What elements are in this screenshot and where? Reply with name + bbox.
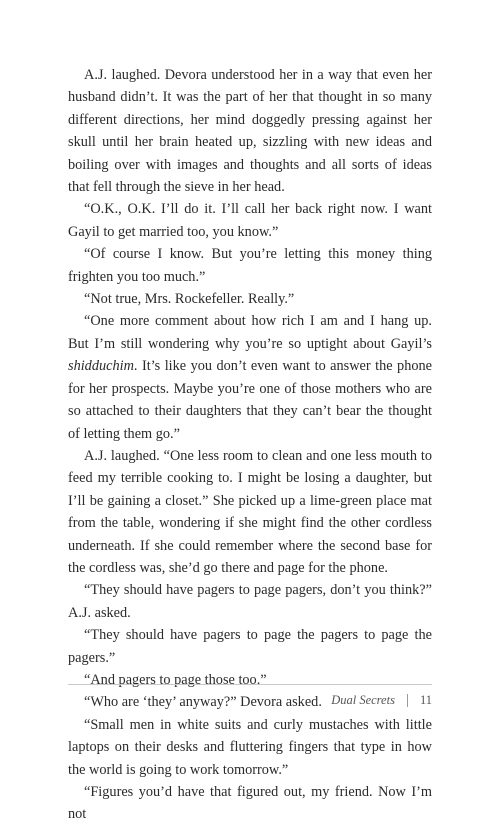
running-footer	[331, 691, 432, 709]
paragraph	[68, 669, 432, 691]
paragraph	[68, 310, 432, 444]
page-number: 11	[419, 692, 432, 707]
paragraph	[68, 579, 432, 624]
paragraph-text: . It’s like you don’t even want to answer the phone for her prospects. Maybe you’re one of those mothers who are so attached to their daughters that they can’t bear the thought of letting them go.”	[68, 358, 432, 442]
paragraph-text: “Figures you’d have that figured out, my friend. Now I’m not	[68, 784, 432, 823]
paragraph-text: “And pagers to page those too.”	[84, 671, 267, 688]
paragraph-text: A.J. laughed. “One less room to clean and one less mouth to feed my terrible cooking to. I might be losing a daughter, but I’ll be gaining a closet.” She picked up a lime-green place mat from the table, wondering if she might find the other cordless underneath. If she could remember where the second base for the cordless was, she’d go there and page for the phone.	[68, 447, 432, 576]
paragraph	[68, 243, 432, 288]
paragraph	[68, 445, 432, 579]
body-text	[68, 64, 432, 826]
running-title: Dual Secrets	[331, 692, 395, 707]
paragraph-text: “Small men in white suits and curly mustaches with little laptops on their desks and fluttering fingers that type in how the world is going to work tomorrow.”	[68, 716, 432, 778]
paragraph-text: “Of course I know. But you’re letting this money thing frighten you too much.”	[68, 246, 432, 285]
paragraph-text: “They should have pagers to page the pagers to page the pagers.”	[68, 627, 432, 666]
paragraph	[68, 624, 432, 669]
paragraph-text: A.J. laughed. Devora understood her in a way that even her husband didn’t. It was the part of her that thought in so many different directions, her mind doggedly pressing against her skull until her brain heated up, sizzling with new ideas and boiling over with images and thoughts and all sorts of ideas that fell through the sieve in her head.	[68, 67, 432, 196]
paragraph-text: “O.K., O.K. I’ll do it. I’ll call her back right now. I want Gayil to get married too, you know.”	[68, 201, 432, 240]
footer-divider	[68, 684, 432, 685]
italic-term: shidduchim	[68, 358, 134, 375]
paragraph	[68, 714, 432, 781]
paragraph	[68, 288, 432, 310]
paragraph-text: “One more comment about how rich I am and I hang up. But I’m still wondering why you’re so uptight about Gayil’s	[68, 313, 432, 352]
paragraph	[68, 198, 432, 243]
paragraph-text: “Who are ‘they’ anyway?” Devora asked.	[84, 694, 322, 711]
paragraph-text: “Not true, Mrs. Rockefeller. Really.”	[84, 291, 295, 308]
paragraph	[68, 781, 432, 826]
paragraph	[68, 64, 432, 198]
paragraph-text: “They should have pagers to page pagers, don’t you think?” A.J. asked.	[68, 582, 432, 621]
footer-separator	[407, 694, 408, 707]
